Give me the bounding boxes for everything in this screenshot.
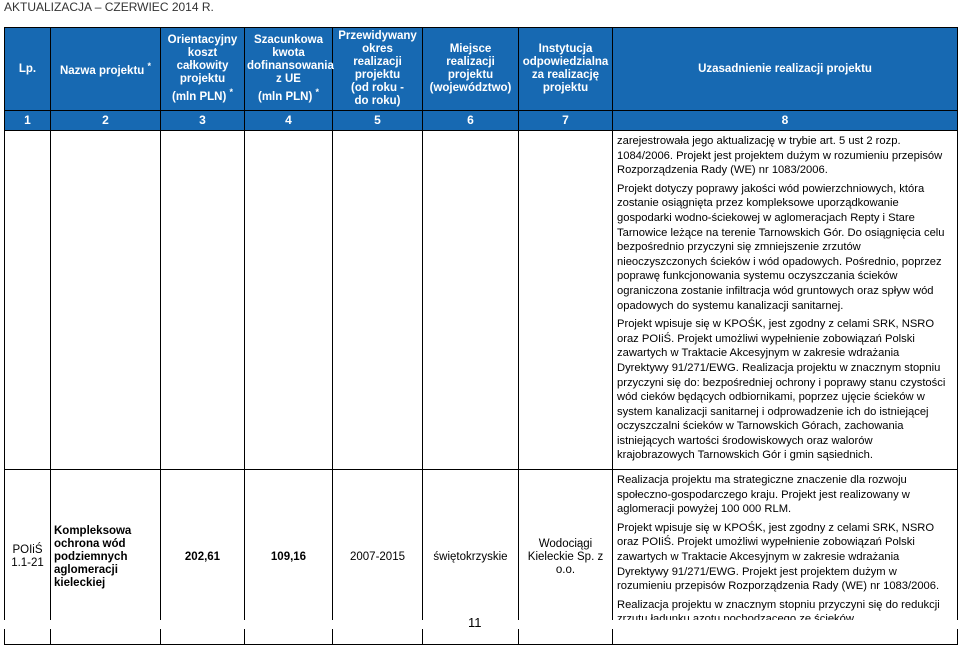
- col-institution-header: Instytucja odpowiedzialna za realizację projektu: [519, 28, 613, 111]
- col-cost-header: Orientacyjny koszt całkowity projektu (mln PLN) *: [161, 28, 245, 111]
- justification-paragraph: Projekt wpisuje się w KPOŚK, jest zgodny z celami SRK, NSRO oraz POIiŚ. Projekt umożliwi wypełnienie zobowiązań Polski zawartych w Traktacie Akcesyjnym w zakresie wdrażania Dyrektywy 91/271/EWG. Realizacja projektu w znacznym stopniu przyczyni się do: bezpośredniej ochrony i poprawy stanu czystości wód cieków będących odbiornikami, poprzez ujęcie ścieków w system kanalizacji sanitarnej i odprowadzenie ich do istniejącej oczyszczalni ścieków w Tarnowskich Górach, zachowania istniejących wartości środowiskowych oraz walorów krajobrazowych Tarnowskich Gór i gmin sąsiednich.: [617, 318, 946, 462]
- project-name: Kompleksowa ochrona wód podziemnych aglomeracji kieleckiej: [51, 470, 161, 645]
- project-cofinance: 109,16: [245, 470, 333, 645]
- column-number: 1: [5, 111, 51, 131]
- column-number: 7: [519, 111, 613, 131]
- project-place: świętokrzyskie: [423, 470, 519, 645]
- project-period: 2007-2015: [333, 470, 423, 645]
- justification-paragraph: Projekt wpisuje się w KPOŚK, jest zgodny z celami SRK, NSRO oraz POIiŚ. Projekt umożliwi wypełnienie zobowiązań Polski zawartych w Traktacie Akcesyjnym w zakresie wdrażania Dyrektywy 91/271/EWG. Projekt jest projektem dużym w rozumieniu przepisów Rozporządzenia Rady (WE) nr 1083/2006.: [617, 521, 940, 593]
- justification-paragraph: Realizacja projektu w znacznym stopniu przyczyni się do redukcji: [617, 598, 940, 611]
- page-number: 11: [468, 615, 482, 630]
- column-number: 6: [423, 111, 519, 131]
- project-lp: POIiŚ 1.1-21: [5, 470, 51, 645]
- column-number: 3: [161, 111, 245, 131]
- col-justification-header: Uzasadnienie realizacji projektu: [613, 28, 958, 111]
- column-number-row: [5, 111, 958, 131]
- column-number: 2: [51, 111, 161, 131]
- column-number: 8: [613, 111, 958, 131]
- col-cofinance-header: Szacunkowa kwota dofinansowania z UE (mln PLN) *: [245, 28, 333, 111]
- col-place-header: Miejsce realizacji projektu (województwo): [423, 28, 519, 111]
- project-cost: 202,61: [161, 470, 245, 645]
- justification-paragraph: Realizacja projektu ma strategiczne znaczenie dla rozwoju społeczno-gospodarczego kraju. Projekt jest realizowany w aglomeracji powyżej 100 000 RLM.: [617, 474, 910, 516]
- col-name-header: Nazwa projektu *: [51, 28, 161, 111]
- column-number: 5: [333, 111, 423, 131]
- projects-table: [4, 27, 958, 645]
- justification-cell-continuation: [613, 131, 958, 470]
- justification-paragraph: Projekt dotyczy poprawy jakości wód powierzchniowych, która zostanie osiągnięta przez kompleksowe uporządkowanie gospodarki wodno-ściekowej w aglomeracjach Repty i Stare Tarnowice leżące na terenie Tarnowskich Gór. Do osiągnięcia celu bezpośrednio przyczyni się zmniejszenie zrzutów nieoczyszczonych ścieków i wód opadowych. Pośrednio, poprzez poprawę funkcjonowania systemu oczyszczania ścieków ograniczona zostanie infiltracja wód gruntowych oraz spływ wód opadowych do systemu kanalizacji sanitarnej.: [617, 182, 945, 312]
- justification-paragraph: zarejestrowała jego aktualizację w trybie art. 5 ust 2 rozp. 1084/2006. Projekt jest projektem dużym w rozumieniu przepisów Rozporządzenia Rady (WE) nr 1083/2006.: [617, 135, 943, 177]
- page-header: AKTUALIZACJA – CZERWIEC 2014 R.: [4, 0, 214, 14]
- col-period-header: Przewidywany okres realizacji projektu (od roku - do roku): [333, 28, 423, 111]
- project-institution: Wodociągi Kieleckie Sp. z o.o.: [519, 470, 613, 645]
- table-header-row: [5, 28, 958, 111]
- table-row-continuation: [5, 131, 958, 470]
- column-number: 4: [245, 111, 333, 131]
- justification-cell: [613, 470, 958, 645]
- col-lp-header: Lp.: [5, 28, 51, 111]
